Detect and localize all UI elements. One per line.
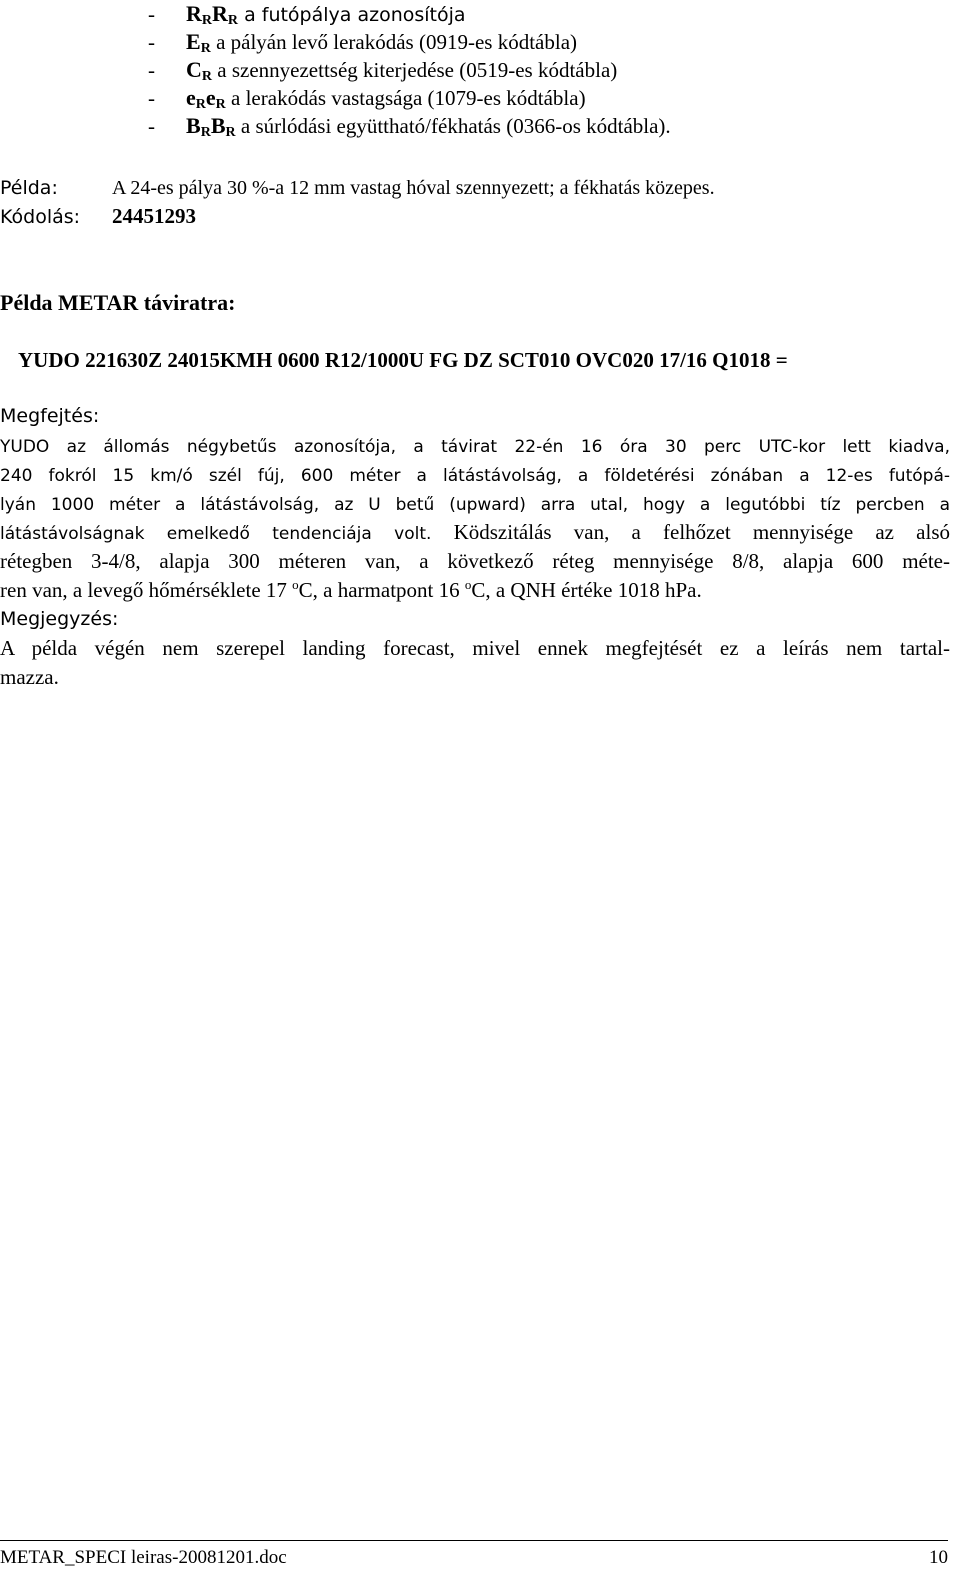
- solution-line: rétegben 3-4/8, alapja 300 méteren van, a következő réteg mennyisége 8/8, alapja 600 méte-: [0, 549, 950, 573]
- note-title: Megjegyzés:: [0, 608, 119, 630]
- solution-line: YUDO az állomás négybetűs azonosítója, a távirat 22-én 16 óra 30 perc UTC-kor lett kiadva,: [0, 437, 950, 457]
- note-line: A példa végén nem szerepel landing forecast, mivel ennek megfejtését ez a leírás nem tartal-: [0, 636, 950, 660]
- degree-mark: o: [292, 577, 299, 592]
- list-dash: -: [148, 114, 155, 138]
- list-dash: -: [148, 58, 155, 82]
- code-symbol: $E_R$: [186, 29, 211, 56]
- list-item-text: a súrlódási együttható/fékhatás (0366-os kódtábla).: [235, 114, 671, 138]
- solution-line: látástávolságnak emelkedő tendenciája volt. Ködszitálás van, a felhőzet mennyisége az alsó: [0, 520, 951, 544]
- list-item: [148, 112, 671, 140]
- metar-section-title: Példa METAR táviratra:: [0, 290, 236, 315]
- page-footer: [0, 1540, 948, 1571]
- solution-line: 240 fokról 15 km/ó szél fúj, 600 méter a látástávolság, a földetérési zónában a 12-es futópá-: [0, 466, 950, 486]
- code-symbol: $C_R$: [186, 57, 213, 84]
- metar-message: YUDO 221630Z 24015KMH 0600 R12/1000U FG DZ SCT010 OVC020 17/16 Q1018 =: [18, 348, 788, 372]
- note-paragraph: [0, 634, 950, 692]
- coding-value: 24451293: [112, 204, 196, 228]
- list-item: [148, 84, 671, 112]
- example-label: Példa:: [0, 177, 58, 199]
- list-dash: -: [148, 2, 155, 26]
- solution-title: Megfejtés:: [0, 405, 100, 427]
- solution-line: ren van, a levegő hőmérséklete 17 $^o$C, a harmatpont 16 $^o$C, a QNH értéke 1018 hPa.: [0, 577, 702, 602]
- list-item-text: a futópálya azonosítója: [238, 4, 466, 26]
- solution-line: lyán 1000 méter a látástávolság, az U betű (upward) arra utal, hogy a legutóbbi tíz percben a: [0, 495, 950, 515]
- degree-mark: o: [464, 577, 472, 592]
- list-item: [148, 28, 671, 56]
- list-item-text: a lerakódás vastagsága (1079-es kódtábla): [225, 86, 586, 110]
- page-number: 10: [929, 1547, 948, 1568]
- code-symbol: $e_Re_R$: [186, 85, 226, 112]
- list-dash: -: [148, 30, 155, 54]
- list-item-text: a pályán levő lerakódás (0919-es kódtábla): [210, 30, 578, 54]
- example-line: [0, 173, 715, 203]
- footer-filename: METAR_SPECI leiras-20081201.doc: [0, 1547, 287, 1568]
- coding-line: [0, 201, 196, 231]
- code-symbol: $B_RB_R$: [186, 113, 236, 140]
- list-item-text: a szennyezettség kiterjedése (0519-es kódtábla): [212, 58, 618, 82]
- solution-paragraph: [0, 431, 950, 605]
- list-item: [148, 0, 671, 28]
- code-symbol: $R_RR_R$: [186, 1, 239, 28]
- code-definition-list: [148, 0, 671, 140]
- list-item: [148, 56, 671, 84]
- coding-label: Kódolás:: [0, 206, 81, 228]
- list-dash: -: [148, 86, 155, 110]
- note-line: mazza.: [0, 665, 59, 689]
- example-text: A 24-es pálya 30 %-a 12 mm vastag hóval szennyezett; a fékhatás közepes.: [112, 177, 715, 199]
